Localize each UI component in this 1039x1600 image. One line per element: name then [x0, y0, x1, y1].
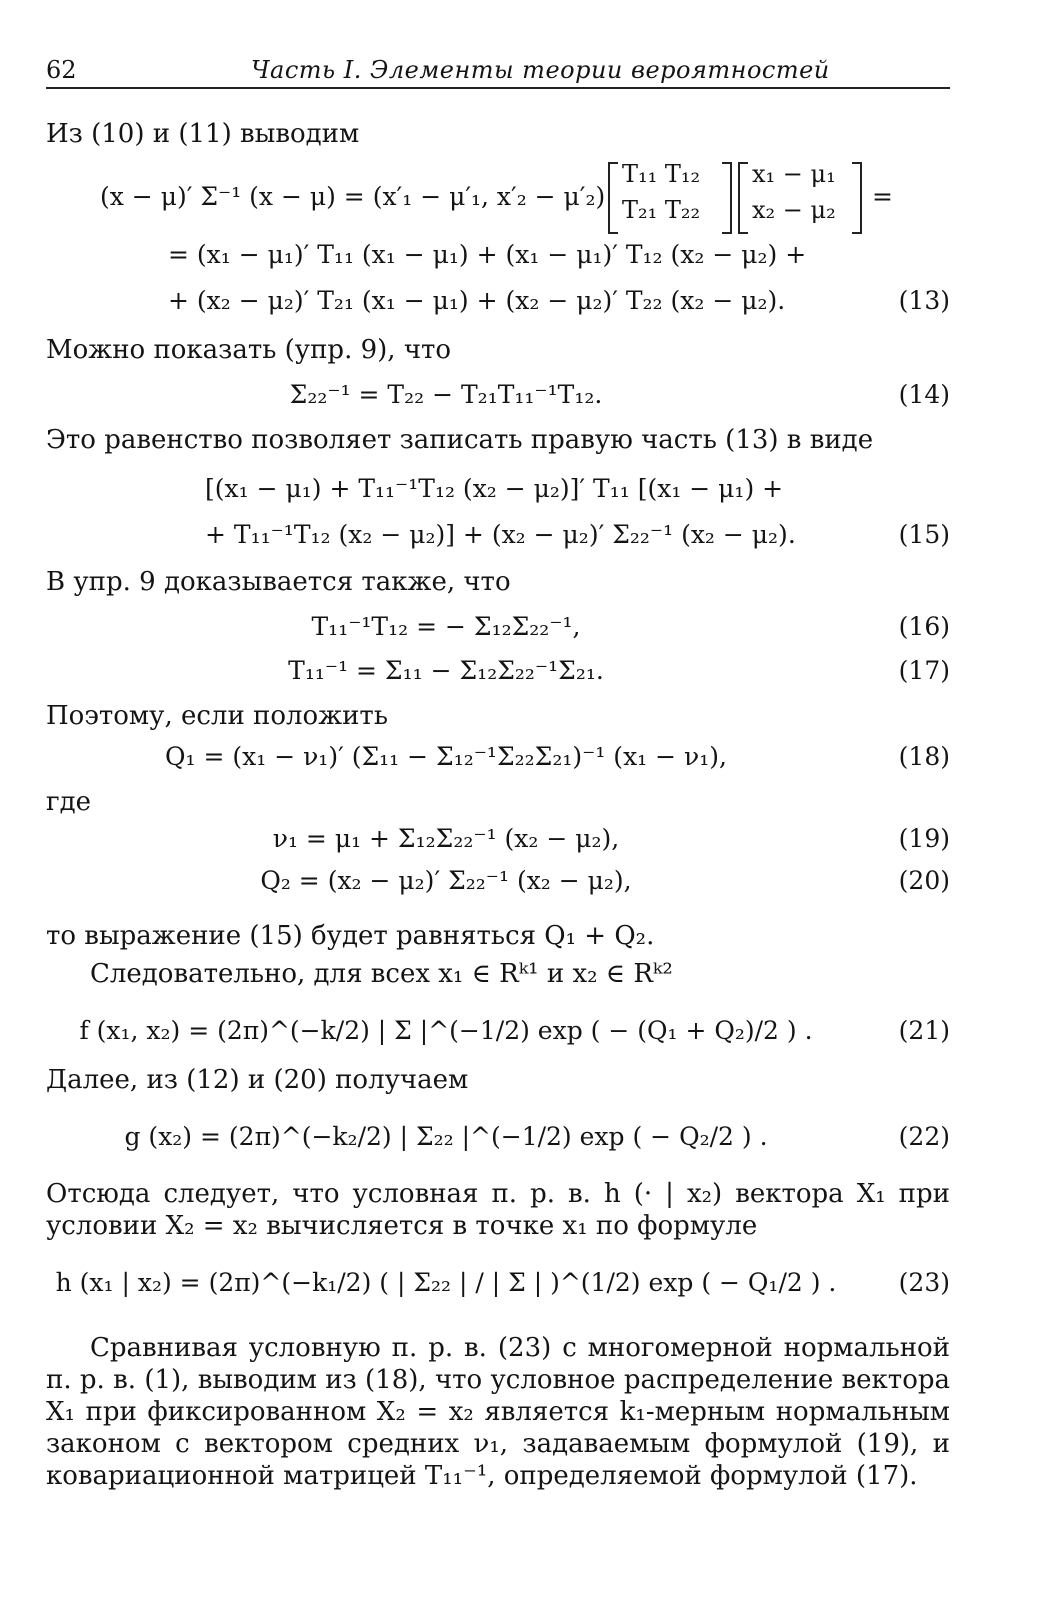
paragraph-8: Следовательно, для всех x₁ ∈ Rᵏ¹ и x₂ ∈ Rᵏ² — [90, 959, 673, 989]
eq13-line1-lhs: (x − μ)′ Σ⁻¹ (x − μ) = (x′₁ − μ′₁, x′₂ − μ′₂) — [100, 182, 606, 211]
eq20-number: (20) — [898, 866, 950, 895]
eq18-number: (18) — [898, 742, 950, 771]
running-head: Часть I. Элементы теории вероятностей — [251, 56, 830, 84]
eq16: T₁₁⁻¹T₁₂ = − Σ₁₂Σ₂₂⁻¹, — [311, 612, 581, 641]
eq19: ν₁ = μ₁ + Σ₁₂Σ₂₂⁻¹ (x₂ − μ₂), — [272, 824, 620, 853]
matrix-bracket-right — [722, 162, 732, 234]
page-number: 62 — [46, 56, 77, 84]
eq23: h (x₁ | x₂) = (2π)^(−k₁/2) ( | Σ₂₂ | / | Σ | )^(1/2) exp ( − Q₁/2 ) . — [55, 1268, 837, 1297]
paragraph-4: В упр. 9 доказывается также, что — [46, 567, 511, 597]
eq13-line1-tail: = — [872, 182, 893, 211]
eq13-line2: = (x₁ − μ₁)′ T₁₁ (x₁ − μ₁) + (x₁ − μ₁)′ T₁₂ (x₂ − μ₂) + — [168, 240, 807, 269]
eq16-number: (16) — [898, 612, 950, 641]
eq14: Σ₂₂⁻¹ = T₂₂ − T₂₁T₁₁⁻¹T₁₂. — [289, 380, 603, 409]
vector-row1: x₁ − μ₁ — [752, 160, 836, 188]
matrix-bracket-left — [608, 162, 618, 234]
eq15-number: (15) — [898, 520, 950, 549]
eq14-number: (14) — [898, 380, 950, 409]
paragraph-3: Это равенство позволяет записать правую часть (13) в виде — [46, 425, 874, 455]
paragraph-11: Сравнивая условную п. р. в. (23) с многомерной нормальной п. р. в. (1), выводим из (18), что условное распределение вектора X₁ при фиксированном X₂ = x₂ является k₁-мерным нормальным законом с вектором средних ν₁, задаваемым формулой (19), и ковариационной матрицей T₁₁⁻¹, определяемой формулой (17). — [46, 1333, 950, 1491]
eq21: f (x₁, x₂) = (2π)^(−k/2) | Σ |^(−1/2) exp ( − (Q₁ + Q₂)/2 ) . — [79, 1016, 813, 1045]
eq20: Q₂ = (x₂ − μ₂)′ Σ₂₂⁻¹ (x₂ − μ₂), — [260, 866, 632, 895]
eq15-line1: [(x₁ − μ₁) + T₁₁⁻¹T₁₂ (x₂ − μ₂)]′ T₁₁ [(x₁ − μ₁) + — [205, 474, 784, 503]
eq22-number: (22) — [898, 1122, 950, 1151]
eq17: T₁₁⁻¹ = Σ₁₁ − Σ₁₂Σ₂₂⁻¹Σ₂₁. — [288, 656, 604, 685]
eq13-line3: + (x₂ − μ₂)′ T₂₁ (x₁ − μ₁) + (x₂ − μ₂)′ T₂₂ (x₂ − μ₂). — [168, 286, 786, 315]
matrix-t-row2: T₂₁ T₂₂ — [622, 196, 701, 224]
paragraph-6: где — [46, 787, 92, 817]
vector-bracket-right — [852, 162, 862, 234]
paragraph-10: Отсюда следует, что условная п. р. в. h (· | x₂) вектора X₁ при условии X₂ = x₂ вычисляется в точке x₁ по формуле — [46, 1179, 950, 1241]
eq17-number: (17) — [898, 656, 950, 685]
paragraph-5: Поэтому, если положить — [46, 701, 388, 731]
vector-row2: x₂ − μ₂ — [752, 196, 836, 224]
paragraph-9: Далее, из (12) и (20) получаем — [46, 1065, 469, 1095]
paragraph-7: то выражение (15) будет равняться Q₁ + Q₂. — [46, 921, 655, 951]
paragraph-2: Можно показать (упр. 9), что — [46, 335, 452, 365]
eq22: g (x₂) = (2π)^(−k₂/2) | Σ₂₂ |^(−1/2) exp ( − Q₂/2 ) . — [124, 1122, 768, 1151]
page-header — [46, 52, 950, 92]
eq21-number: (21) — [898, 1016, 950, 1045]
paragraph-1: Из (10) и (11) выводим — [46, 119, 360, 149]
eq18: Q₁ = (x₁ − ν₁)′ (Σ₁₁ − Σ₁₂⁻¹Σ₂₂Σ₂₁)⁻¹ (x₁ − ν₁), — [165, 742, 727, 771]
vector-bracket-left — [738, 162, 748, 234]
eq13-number: (13) — [898, 286, 950, 315]
matrix-t-row1: T₁₁ T₁₂ — [622, 160, 701, 188]
eq23-number: (23) — [898, 1268, 950, 1297]
eq15-line2: + T₁₁⁻¹T₁₂ (x₂ − μ₂)] + (x₂ − μ₂)′ Σ₂₂⁻¹ (x₂ − μ₂). — [205, 520, 796, 549]
eq19-number: (19) — [898, 824, 950, 853]
header-rule — [46, 87, 950, 89]
